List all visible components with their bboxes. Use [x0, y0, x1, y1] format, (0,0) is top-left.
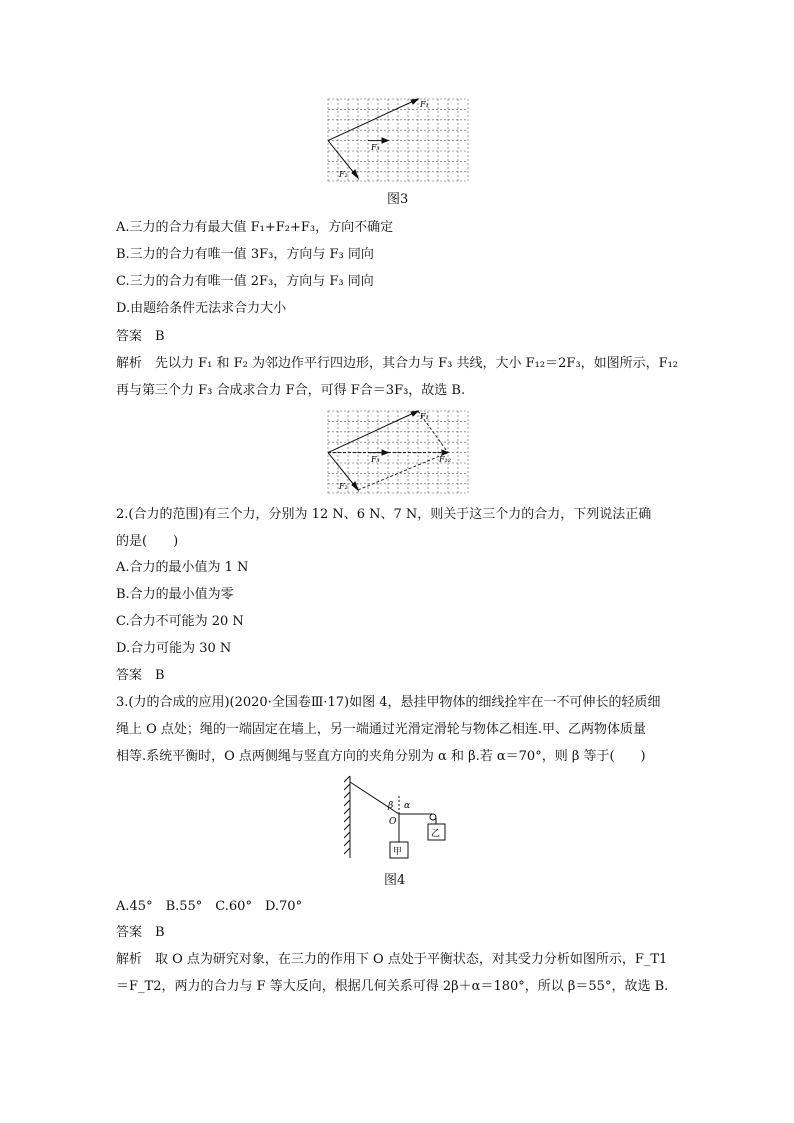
- analysis-label-f2: F₂: [339, 482, 348, 491]
- q1-analysis-line-1: 解析 先以力 F₁ 和 F₂ 为邻边作平行四边形，其合力与 F₃ 共线，大小 F₁₂＝2F₃，如图所示，F₁₂: [116, 356, 679, 371]
- figure-3-caption: 图3: [387, 192, 409, 207]
- q3-answer: 答案 B: [116, 925, 165, 940]
- label-f3: F₃: [371, 143, 380, 152]
- analysis-label-f1: F₁: [420, 412, 429, 421]
- q1-option-a: A.三力的合力有最大值 F₁+F₂+F₃，方向不确定: [116, 220, 394, 235]
- q1-analysis-line-2: 再与第三个力 F₃ 合成求合力 F合，可得 F合＝3F₃，故选 B.: [116, 383, 466, 398]
- q2-option-d: D.合力可能为 30 N: [116, 641, 232, 656]
- q3-stem-line-3: 相等.系统平衡时，O 点两侧绳与竖直方向的夹角分别为 α 和 β.若 α＝70°，则 β 等于( ): [116, 749, 646, 764]
- q1-option-d: D.由题给条件无法求合力大小: [116, 301, 287, 316]
- q3-analysis-line-2: ＝F_T2，两力的合力与 F 等大反向，根据几何关系可得 2β＋α＝180°，所以 β＝55°，故选 B.: [116, 979, 669, 994]
- q2-stem-line-2: 的是( ): [116, 534, 179, 549]
- analysis-label-f12: F₁₂: [439, 455, 451, 464]
- label-yi: 乙: [431, 829, 441, 839]
- figure-4-caption: 图4: [384, 873, 406, 888]
- figure-analysis: [327, 410, 469, 494]
- q3-analysis-line-1: 解析 取 O 点为研究对象，在三力的作用下 O 点处于平衡状态，对其受力分析如图所示，F_T1: [116, 952, 668, 967]
- q2-stem-line-1: 2.(合力的范围)有三个力，分别为 12 N、6 N、7 N，则关于这三个力的合力，下列说法正确: [116, 507, 652, 522]
- analysis-label-f3: F₃: [371, 455, 380, 464]
- q2-answer: 答案 B: [116, 668, 165, 683]
- label-jia: 甲: [393, 847, 403, 857]
- label-beta: β: [388, 801, 394, 811]
- q1-answer: 答案 B: [116, 329, 165, 344]
- q3-options: A.45° B.55° C.60° D.70°: [116, 899, 303, 914]
- q2-option-a: A.合力的最小值为 1 N: [116, 560, 249, 575]
- q1-option-b: B.三力的合力有唯一值 3F₃，方向与 F₃ 同向: [116, 247, 374, 262]
- q2-option-b: B.合力的最小值为零: [116, 587, 234, 602]
- q3-stem-line-1: 3.(力的合成的应用)(2020·全国卷Ⅲ·17)如图 4，悬挂甲物体的细线拴牢在一不可伸长的轻质细: [116, 695, 661, 710]
- label-f2: F₂: [339, 170, 348, 179]
- q1-option-c: C.三力的合力有唯一值 2F₃，方向与 F₃ 同向: [116, 274, 374, 289]
- q2-option-c: C.合力不可能为 20 N: [116, 614, 244, 629]
- label-o: O: [389, 817, 397, 827]
- label-alpha: α: [404, 801, 411, 811]
- figure-4: [344, 774, 454, 864]
- q3-stem-line-2: 绳上 O 点处；绳的一端固定在墙上，另一端通过光滑定滑轮与物体乙相连.甲、乙两物体质量: [116, 722, 647, 737]
- label-f1: F₁: [420, 100, 429, 109]
- figure-3: [327, 98, 469, 182]
